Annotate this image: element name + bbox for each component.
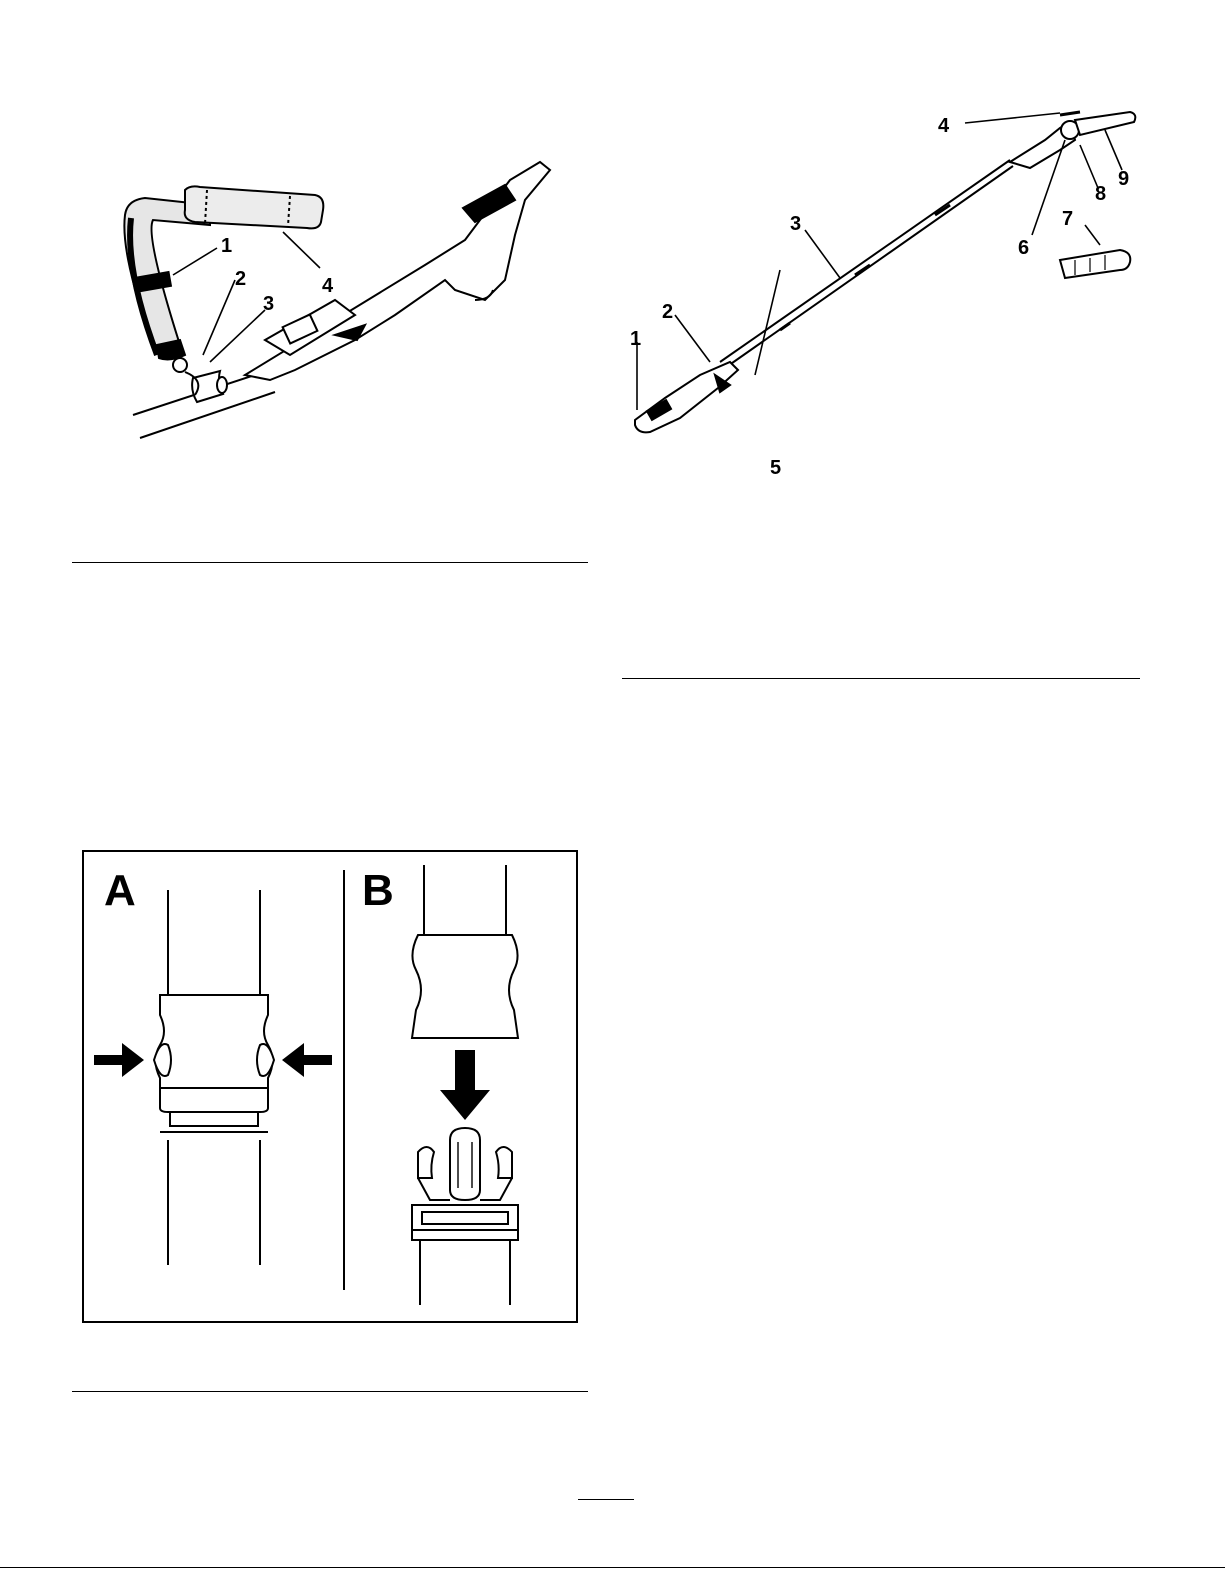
callout-2: 2 bbox=[235, 268, 247, 290]
panel-label-a: A bbox=[104, 866, 136, 915]
callout-6: 6 bbox=[1018, 237, 1030, 259]
callout-1: 1 bbox=[630, 328, 642, 350]
divider-rule bbox=[72, 562, 588, 563]
page-number-rule bbox=[578, 1499, 634, 1500]
panel-label-b: B bbox=[362, 866, 394, 915]
shoulder-pad bbox=[185, 186, 324, 228]
handle-body bbox=[635, 362, 738, 432]
callout-4: 4 bbox=[322, 275, 334, 297]
pole-saw-figure bbox=[620, 100, 1160, 490]
buckle-figure bbox=[82, 850, 579, 1323]
blade-scabbard bbox=[1060, 250, 1130, 278]
callout-9: 9 bbox=[1118, 168, 1130, 190]
buckle-frame bbox=[83, 851, 577, 1322]
callout-2: 2 bbox=[662, 301, 674, 323]
callout-7: 7 bbox=[1062, 208, 1074, 230]
callout-5: 5 bbox=[770, 457, 782, 479]
saw-head bbox=[1010, 112, 1135, 168]
callout-8: 8 bbox=[1095, 183, 1107, 205]
harness-strap bbox=[124, 198, 210, 395]
footer-rule bbox=[0, 1567, 1225, 1568]
callout-3: 3 bbox=[263, 293, 275, 315]
harness-figure bbox=[95, 140, 595, 460]
divider-rule bbox=[622, 678, 1140, 679]
divider-rule bbox=[72, 1391, 588, 1392]
callout-3: 3 bbox=[790, 213, 802, 235]
callout-1: 1 bbox=[221, 235, 233, 257]
callout-4: 4 bbox=[938, 115, 950, 137]
